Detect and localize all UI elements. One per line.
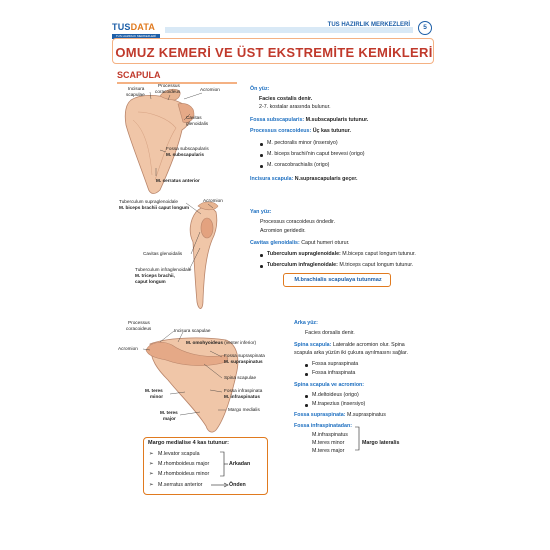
label-incisura: Incisura [128,86,145,91]
label-tub-infra: Tuberculum infraglenoidale [135,267,192,272]
margo-heading: Margo medialise 4 kas tutunur: [148,440,229,446]
spina-acr-bullet-1: M.trapezius (insersiyo) [312,401,366,407]
front-bullet-2: M. coracobrachialis (origo) [267,162,330,168]
bullet [305,364,308,367]
front-bullet-1: M. biceps brachii'nin caput brevesi (origo) [267,151,365,157]
margo-arrow: ➢ [149,482,154,488]
header-label: TUS HAZIRLIK MERKEZLERİ [327,22,410,28]
label-teres-minor-2: minor [150,394,164,399]
label-fossa-supra: Fossa supraspinata [224,353,265,358]
label-coracoideus-3: coracoideus [126,326,152,331]
label-m-serratus: M. serratus anterior [156,178,200,183]
margo-item-3: M.serratus anterior [158,482,203,488]
label-incisura-3: Incisura scapulae [174,328,211,333]
side-bullet-2: Tuberculum infraglenoidale: M.triceps caput longum tutunur. [267,262,414,268]
side-line-1: Processus coracoideus öndedir. [260,219,336,225]
finfra-item-0: M.infraspinatus [312,432,348,438]
label-acromion-3: Acromion [118,346,138,351]
front-facies: Facies costalis denir. [259,96,313,102]
section-heading: SCAPULA [117,70,161,80]
label-acromion-2: Acromion [203,198,223,203]
page-number: 5 [418,21,432,35]
margo-lateralis: Margo lateralis [362,440,400,446]
brachialis-note-text: M.brachialis scapulaya tutunmaz [294,277,382,283]
margo-arrow: ➢ [149,461,154,467]
cavitas-line: Cavitas glenoidalis: Caput humeri oturur. [250,240,350,246]
proc-line: Processus coracoideus: Üç kas tutunur. [250,128,351,134]
label-m-supraspinatus: M. supraspinatus [224,359,263,364]
label-margo-medialis: Margo medialis [228,407,260,412]
label-coracoideus: coracoideus [155,89,181,94]
bullet [305,404,308,407]
label-acromion: Acromion [200,87,220,92]
margo-item-0: M.levator scapula [158,451,200,457]
logo-subtitle: TUS HAZIRLIK MERKEZLERİ [112,34,160,39]
label-fossa-subscapularis: Fossa subscapularis [166,146,209,151]
spina-bullet-0: Fossa supraspinata [312,361,359,367]
label-fossa-infra: Fossa infraspinata [224,388,263,393]
side-line-2: Acromion geridedir. [260,228,306,234]
finfra-item-2: M.teres major [312,448,345,454]
spina-bullet-1: Fossa infraspinata [312,370,356,376]
label-m-biceps: M. biceps brachii caput longum [119,205,190,210]
front-heading: Ön yüz: [250,86,270,92]
margo-arrow: ➢ [149,471,154,477]
logo-text: TUSDATA [112,22,156,32]
margo-item-2: M.rhomboideus minor [158,471,210,477]
fossa-supra-line: Fossa supraspinata: M.supraspinatus [294,412,386,418]
spina-line-2: scapula arka yüzün iki çukura ayrılmasını sağlar. [294,350,408,356]
spina-line-1: Spina scapula: Lateralde acromion olur. Spina [294,342,405,348]
label-cavitas: Cavitas [186,115,202,120]
margo-item-1: M.rhomboideus major [158,461,210,467]
label-m-triceps-2: caput longum [135,279,166,284]
incisura-line: Incisura scapula: N.suprascapularis geçer. [250,176,358,182]
label-m-infraspinatus: M. infraspinatus [224,394,260,399]
page-title: OMUZ KEMERİ VE ÜST EKSTREMİTE KEMİKLERİ [115,45,433,60]
bullet [305,395,308,398]
margo-arrow: ➢ [149,451,154,457]
front-ribs: 2-7. kostalar arasında bulunur. [259,104,331,110]
bullet [305,373,308,376]
finfra-item-1: M.teres minor [312,440,345,446]
label-scapulae: scapulae [126,92,145,97]
label-teres-major-1: M. teres [160,410,178,415]
spina-acromion-heading: Spina scapula ve acromion: [294,382,365,388]
back-heading: Arka yüz: [294,320,318,326]
label-tub-supra: Tuberculum supraglenoidale [119,199,178,204]
margo-arkadan: Arkadan [229,461,251,467]
spina-acr-bullet-0: M.deltoideus (origo) [312,392,359,398]
label-processus: Processus [158,83,180,88]
label-m-triceps-1: M. triceps brachii, [135,273,175,278]
label-m-subscapularis: M. subscapularis [166,152,205,157]
side-bullet-1: Tuberculum supraglenoidale: M.biceps caput longum tutunur. [267,251,416,257]
side-heading: Yan yüz: [250,209,272,215]
front-bullet-0: M. pectoralis minor (insersiyo) [267,140,338,146]
label-teres-minor-1: M. teres [145,388,163,393]
label-cavitas-2: Cavitas glenoidalis [143,251,183,256]
label-teres-major-2: major [163,416,176,421]
fossa-infra-heading: Fossa infraspinatadan: [294,423,352,429]
label-spina: Spina scapulae [224,375,257,380]
margo-onden: Önden [229,482,246,488]
label-glenoidalis: glenoidalis [186,121,209,126]
fossa-sub-line: Fossa subscapularis: M.subscapularis tutunur. [250,117,369,123]
label-processus-3: Processus [128,320,150,325]
label-m-omohyoideus: M. omohyoideus (venter inferior) [186,340,257,345]
back-facies: Facies dorsalis denir. [305,330,355,336]
